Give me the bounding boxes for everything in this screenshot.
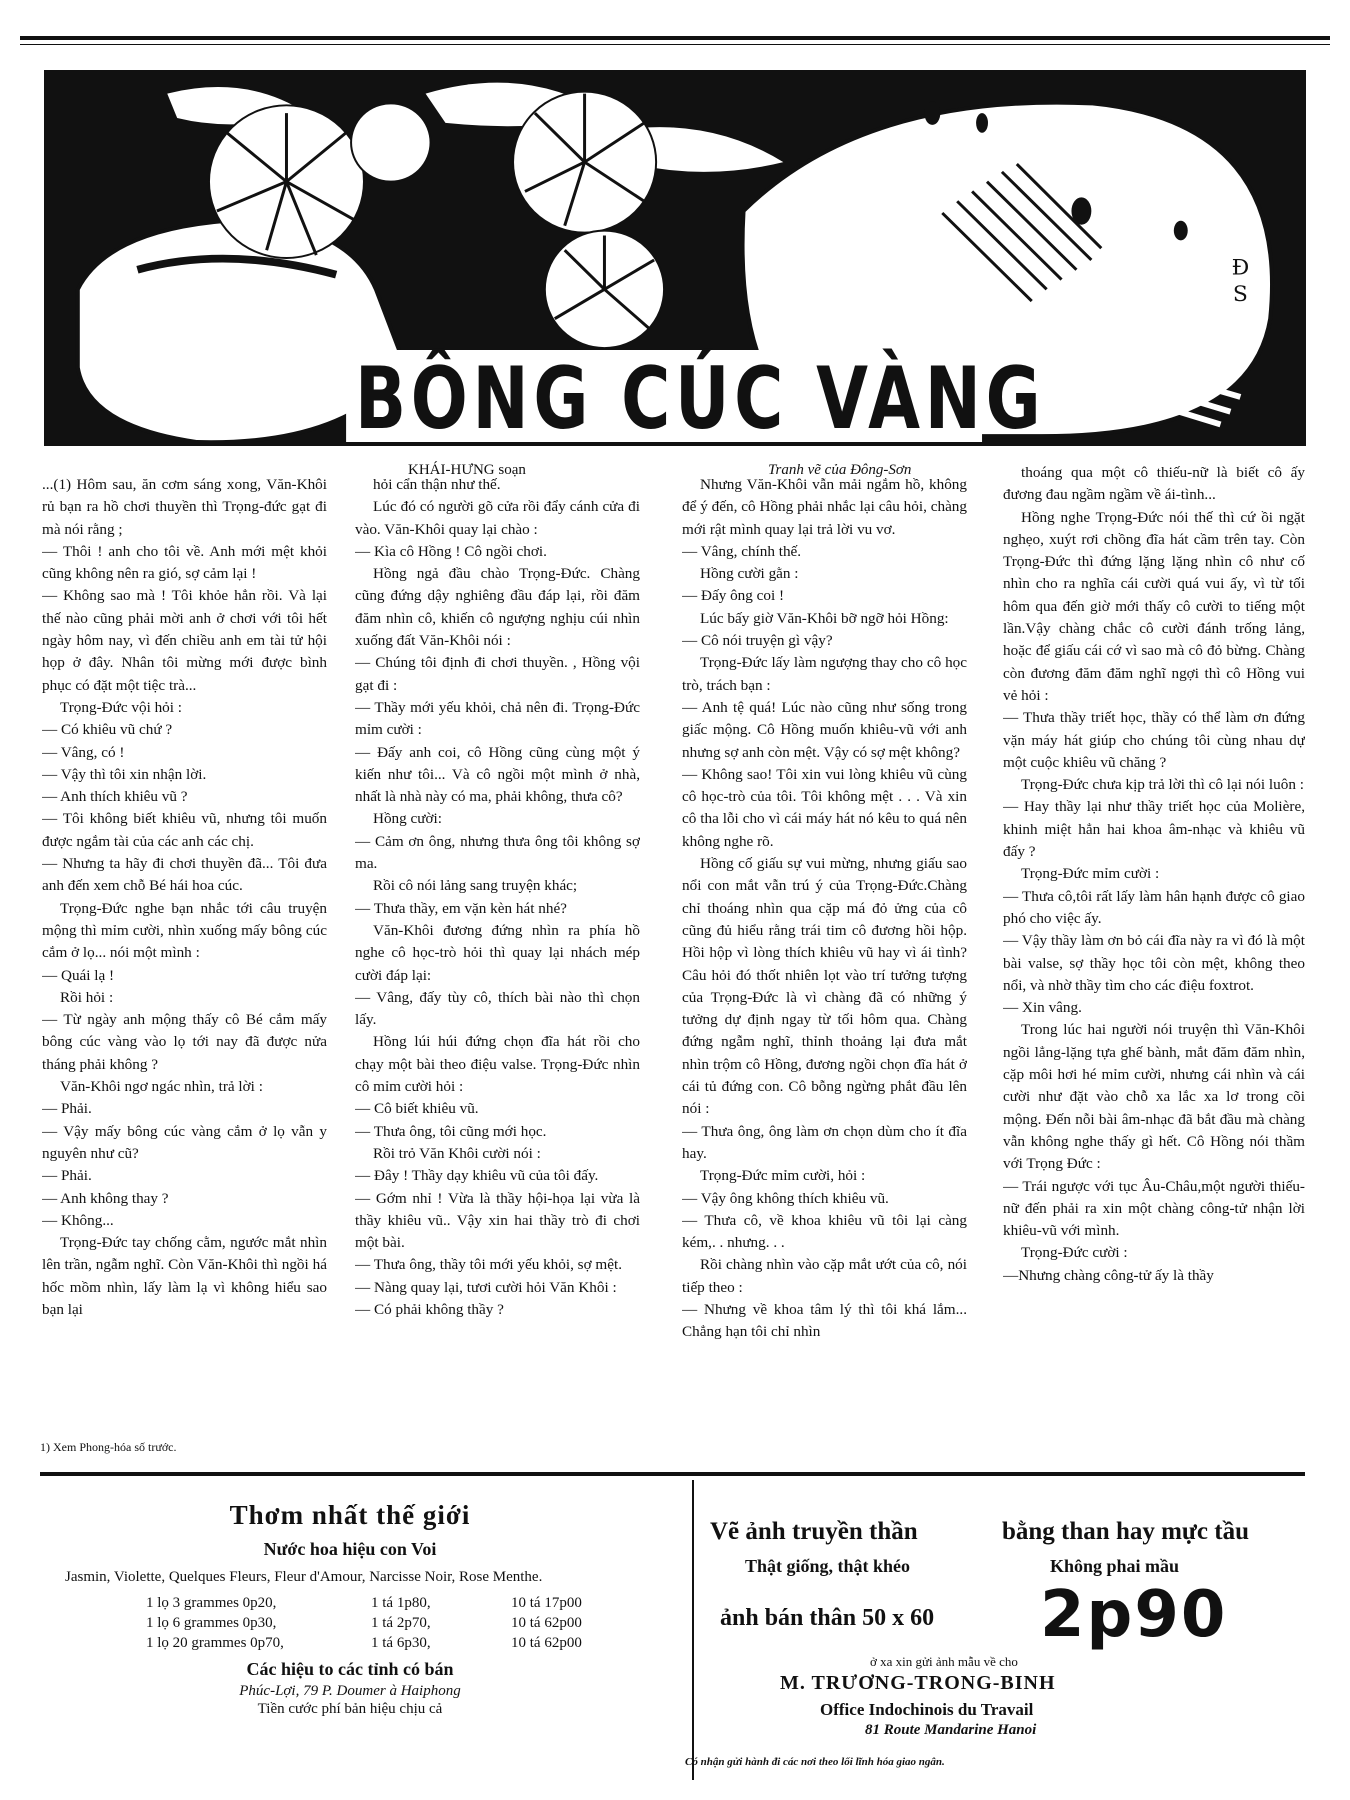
paragraph: — Kìa cô Hồng ! Cô ngồi chơi. (355, 542, 547, 560)
portrait-durability: Không phai mầu (1050, 1556, 1180, 1576)
portrait-size: ảnh bán thân 50 x 60 (720, 1605, 935, 1631)
story-title: BÔNG CÚC VÀNG (355, 349, 1046, 449)
paragraph: hỏi cẩn thận như thế. (373, 476, 501, 493)
author-credit: KHÁI-HƯNG soạn (408, 462, 526, 478)
paragraph: — Thưa cô, về khoa khiêu vũ tôi lại càng kém,. . nhưng. . . (682, 1211, 967, 1252)
paragraph: — Vâng, đấy tùy cô, thích bài nào thì chọn lấy. (355, 988, 640, 1029)
paragraph: Văn-Khôi ngơ ngác nhìn, trả lời : (60, 1078, 263, 1096)
paragraph: — Phải. (42, 1167, 92, 1185)
paragraph: — Thôi ! anh cho tôi về. Anh mới mệt khỏi cũng không nên ra gió, sợ cảm lại ! (42, 542, 327, 583)
perfume-sellers: Các hiệu to các tỉnh có bán (246, 1659, 454, 1679)
portrait-send-note: ở xa xin gửi ảnh mẫu về cho (870, 1654, 1018, 1669)
paragraph: — Vậy thầy làm ơn bỏ cái đĩa này ra vì đó là một bài valse, sợ thầy học tôi còn mệt, không theo nổi, và nhờ thầy tìm cho các điệu foxtrot. (1003, 932, 1305, 994)
paragraph: Trọng-Đức tay chống cằm, ngước mắt nhìn lên trần, ngẫm nghĩ. Còn Văn-Khôi thì ngồi há hốc mồm nhìn, lấy làm lạ vì không hiểu sao bạn lại (42, 1234, 327, 1318)
paragraph: — Thưa ông, thầy tôi mới yếu khỏi, sợ mệt. (355, 1256, 622, 1274)
paragraph: — Cô biết khiêu vũ. (355, 1100, 479, 1118)
paragraph: Trọng-Đức chưa kịp trả lời thì cô lại nói luôn : (1021, 776, 1304, 794)
paragraph: Hồng lúi húi đứng chọn đĩa hát rồi cho chạy một bài theo điệu valse. Trọng-Đức nhìn cô mỉm cười hỏi : (355, 1033, 640, 1096)
text-column-3 (682, 474, 967, 1464)
illustrator-credit: Tranh vẽ của Đông-Sơn (768, 462, 912, 478)
paragraph: thoáng qua một cô thiếu-nữ là biết cô ấy đương đau ngầm ngầm về ái-tình... (1003, 464, 1305, 504)
paragraph: — Cảm ơn ông, nhưng thưa ông tôi không sợ ma. (355, 832, 640, 873)
paragraph: Hồng cố giấu sự vui mừng, nhưng giấu sao nổi con mắt vẫn trú ý của Trọng-Đức.Chàng chỉ thoáng nhìn qua cặp má đỏ ửng của cô cũng đủ hiểu rằng trái tim cô đương hồi hộp. Hồi hộp vì lòng thích khiêu vũ hay vì ái tình? Câu hỏi đó thốt nhiên lọt vào trí tưởng tượng của Trọng-Đức là vì chàng đã có những ý tưởng dự định ngay từ tối hôm qua. Chàng đứng ngẫm nghĩ, thỉnh thoảng lại đưa mắt nhìn trộm cô Hồng, đương ngồi chọn đĩa hát ở cái tủ đứng con. Cô bỗng ngừng phắt đầu lên nói : (682, 855, 967, 1118)
paragraph: ...(1) Hôm sau, ăn cơm sáng xong, Văn-Khôi rủ bạn ra hồ chơi thuyền thì Trọng-đức gạt đi mà nói rằng ; (42, 476, 327, 538)
paragraph: Trọng-Đức vội hỏi : (60, 698, 183, 716)
paragraph: Lúc đó có người gõ cửa rồi đẩy cánh cửa đi vào. Văn-Khôi quay lại chào : (355, 498, 640, 538)
portrait-vendor-name: M. TRƯƠNG-TRONG-BINH (780, 1672, 1056, 1694)
paragraph: — Không sao! Tôi xin vui lòng khiêu vũ cùng cô học-trò của tôi. Tôi không mệt . . . Và xin cô tha lỗi cho vì cái máy hát nó kêu to quá nên không nghe rõ. (682, 765, 967, 850)
paragraph: Trọng-Đức mỉm cười : (1021, 865, 1160, 883)
perfume-headline: Thơm nhất thế giới (229, 1500, 471, 1530)
perfume-price-list (40, 1593, 660, 1653)
paragraph: — Tôi không biết khiêu vũ, nhưng tôi muốn được ngắm tài của các anh các chị. (42, 810, 327, 850)
perfume-agent-address: Phúc-Lợi, 79 P. Doumer à Haiphong (239, 1683, 461, 1699)
paragraph: Lúc bấy giờ Văn-Khôi bỡ ngỡ hỏi Hồng: (700, 609, 949, 627)
text-column-1 (42, 474, 327, 1464)
paragraph: — Thưa thầy triết học, thầy có thể làm ơn đứng vặn máy hát giúp cho chúng tôi cùng nhau dự một cuộc khiêu vũ chăng ? (1003, 709, 1305, 771)
paragraph: — Thưa ông, tôi cũng mới học. (355, 1122, 547, 1140)
paragraph: — Vâng, chính thế. (682, 542, 802, 560)
paragraph: — Đấy ông coi ! (682, 587, 785, 605)
paragraph: — Anh thích khiêu vũ ? (42, 788, 188, 806)
paragraph: — Thưa thầy, em vặn kèn hát nhé? (355, 899, 567, 917)
portrait-quality: Thật giống, thật khéo (745, 1556, 911, 1576)
paragraph: — Có khiêu vũ chứ ? (42, 721, 173, 739)
paragraph: Rồi hỏi : (60, 988, 114, 1006)
portrait-office: Office Indochinois du Travail (820, 1700, 1034, 1719)
perfume-flavors: Jasmin, Violette, Quelques Fleurs, Fleur d'Amour, Narcisse Noir, Rose Menthe. (65, 1569, 543, 1585)
paragraph: Trọng-Đức lấy làm ngượng thay cho cô học trò, trách bạn : (682, 654, 967, 694)
paragraph: — Nhưng ta hãy đi chơi thuyền đã... Tôi đưa anh đến xem chỗ Bé hái hoa cúc. (42, 855, 327, 895)
portrait-delivery-note: Có nhận gửi hành đi các nơi theo lối lĩnh hóa giao ngân. (685, 1756, 945, 1768)
paragraph: — Thầy mới yếu khỏi, chả nên đi. Trọng-Đức mỉm cười : (355, 698, 640, 739)
paragraph: — Quái lạ ! (42, 966, 115, 984)
paragraph: — Gớm nhỉ ! Vừa là thầy hội-họa lại vừa là thầy khiêu vũ.. Vậy xin hai thầy trò đi chơi một bài. (355, 1189, 640, 1252)
portrait-headline-1: Vẽ ảnh truyền thần (710, 1518, 918, 1545)
paragraph: Rồi chàng nhìn vào cặp mắt ướt của cô, nói tiếp theo : (682, 1256, 967, 1296)
paragraph: — Vậy thì tôi xin nhận lời. (42, 765, 207, 783)
top-rule-thin (20, 44, 1330, 45)
top-rule (20, 36, 1330, 40)
svg-text:S: S (1232, 282, 1248, 308)
paragraph: — Thưa cô,tôi rất lấy làm hân hạnh được cô giao phó cho việc ấy. (1003, 887, 1305, 927)
text-column-2 (355, 474, 640, 1464)
paragraph: — Phải. (42, 1100, 92, 1118)
price-row: 1 lọ 20 grammes 0p70, 1 tá 6p30, 10 tá 62p00 (146, 1635, 582, 1651)
paragraph: Rồi trỏ Văn Khôi cười nói : (373, 1144, 541, 1162)
paragraph: — Vậy mấy bông cúc vàng cắm ở lọ vẫn y nguyên như cũ? (42, 1122, 327, 1162)
paragraph: — Không sao mà ! Tôi khỏe hẳn rồi. Và lại thế nào cũng phải mời anh ở chơi với tôi hết ngày hôm nay, vì đến chiều anh em tài tử hội họp ở đây. Nhân tôi mừng mới được bình phục có đặt một tiệc trà... (42, 587, 327, 694)
paragraph: Hồng nghe Trọng-Đức nói thế thì cứ ồi ngặt nghẹo, xuýt rơi chồng đĩa hát cầm trên tay. Còn Trọng-Đức thì đứng lặng lặng nhìn cô như cố nhìn cho ra nghĩa cái cười quá vui ấy, vì từ tối hôm qua đến giờ mới thấy cô cười to tiếng một lần.Vậy chàng chắc cô cười đánh trống lảng, hoặc để giấu cái cớ vì sao mà cô đỏ bừng. Chàng còn đương đăm đăm nghĩ ngợi thì cô Hồng vui vẻ hỏi : (1003, 508, 1305, 704)
paragraph: — Nàng quay lại, tươi cười hỏi Văn Khôi : (355, 1278, 617, 1296)
paragraph: Nhưng Văn-Khôi vẫn mải ngắm hồ, không để ý đến, cô Hồng phải nhắc lại câu hỏi, chàng mới rật mình quay lại trả lời vu vơ. (682, 476, 967, 538)
paragraph: Trọng-Đức nghe bạn nhắc tới câu truyện mộng thì mỉm cười, nhìn xuống mấy bông cúc cắm ở lọ... nói một mình : (42, 899, 327, 962)
paragraph: — Anh không thay ? (42, 1189, 169, 1207)
paragraph: Hồng cười gằn : (700, 565, 799, 583)
portrait-price: 2p90 (1040, 1578, 1228, 1652)
paragraph: — Có phải không thầy ? (355, 1300, 504, 1318)
ad-vertical-divider (692, 1480, 694, 1780)
paragraph: — Chúng tôi định đi chơi thuyền. , Hồng vội gạt đi : (355, 654, 640, 694)
portrait-address: 81 Route Mandarine Hanoi (865, 1722, 1037, 1738)
price-row: 1 lọ 6 grammes 0p30, 1 tá 2p70, 10 tá 62p00 (146, 1615, 582, 1631)
paragraph: — Đây ! Thầy dạy khiêu vũ của tôi đấy. (355, 1167, 599, 1185)
paragraph: Hồng cười: (373, 810, 442, 828)
paragraph: — Xin vâng. (1003, 999, 1082, 1017)
perfume-brand: Nước hoa hiệu con Voi (263, 1539, 437, 1559)
price-row: 1 lọ 3 grammes 0p20, 1 tá 1p80, 10 tá 17p00 (146, 1595, 582, 1611)
portrait-headline-2: bằng than hay mực tầu (1002, 1518, 1249, 1545)
paragraph: —Nhưng chàng công-tử ấy là thầy (1003, 1266, 1214, 1284)
paragraph: — Cô nói truyện gì vậy? (682, 632, 833, 650)
portrait-advertisement (685, 1508, 1310, 1778)
paragraph: — Trái ngược với tục Âu-Châu,một người thiếu-nữ đến phải ra xin một chàng công-tử nhận lời khiêu-vũ với mình. (1003, 1177, 1305, 1240)
paragraph: — Vậy ông không thích khiêu vũ. (682, 1189, 889, 1207)
paragraph: — Thưa ông, ông làm ơn chọn dùm cho ít đĩa hay. (682, 1122, 967, 1162)
paragraph: — Hay thầy lại như thầy triết học của Molière, khinh miệt hẳn hai khoa âm-nhạc và khiêu vũ đấy ? (1003, 798, 1305, 861)
perfume-advertisement (40, 1500, 660, 1720)
text-column-4 (1003, 462, 1305, 1452)
paragraph: Hồng ngả đầu chào Trọng-Đức. Chàng cũng đứng dậy nghiêng đầu đáp lại, rồi đăm đăm nhìn cô, khiến cô ngượng nghịu cúi nhìn xuống đất Văn-Khôi nói : (355, 565, 640, 650)
paragraph: — Nhưng về khoa tâm lý thì tôi khá lắm... Chẳng hạn tôi chỉ nhìn (682, 1300, 967, 1341)
artist-monogram: Đ (1231, 255, 1250, 281)
section-divider (40, 1472, 1305, 1476)
paragraph: Trong lúc hai người nói truyện thì Văn-Khôi ngồi lẳng-lặng tựa ghế bành, mắt đăm đăm nhìn, cặp môi hơi hé mỉm cười, nhưng cái nhìn và cái cười như đặt vào chỗ xa lắc xa lơ trong cõi mộng. Đến nỗi bài âm-nhạc đã bắt đầu mà chàng vẫn không nghe thấy gì hết. Cô Hồng nói thầm với Trọng Đức : (1003, 1021, 1305, 1173)
paragraph: — Từ ngày anh mộng thấy cô Bé cắm mấy bông cúc vàng vào lọ tới nay đã được nửa tháng phải không ? (42, 1011, 327, 1073)
paragraph: Trọng-Đức mỉm cười, hỏi : (700, 1167, 866, 1185)
paragraph: Trọng-Đức cười : (1021, 1244, 1128, 1262)
perfume-shipping-note: Tiền cước phí bản hiệu chịu cả (257, 1701, 443, 1717)
paragraph: — Anh tệ quá! Lúc nào cũng như sống trong giấc mộng. Cô Hồng muốn khiêu-vũ với anh nhưng sợ anh còn mệt. Vậy có sợ mệt không? (682, 698, 967, 761)
paragraph: — Không... (42, 1211, 114, 1229)
footnote: 1) Xem Phong-hóa số trước. (40, 1440, 177, 1454)
paragraph: Văn-Khôi đương đứng nhìn ra phía hồ nghe cô học-trò hỏi thì quay lại nhách mép cười đáp lại: (355, 921, 640, 984)
paragraph: Rồi cô nói lảng sang truyện khác; (373, 877, 578, 895)
paragraph: — Đấy anh coi, cô Hồng cũng cùng một ý kiến như tôi... Và cô ngồi một mình ở nhà, nhất là nhà này có ma, phải không, thưa cô? (355, 743, 640, 806)
paragraph: — Vâng, có ! (42, 743, 125, 761)
